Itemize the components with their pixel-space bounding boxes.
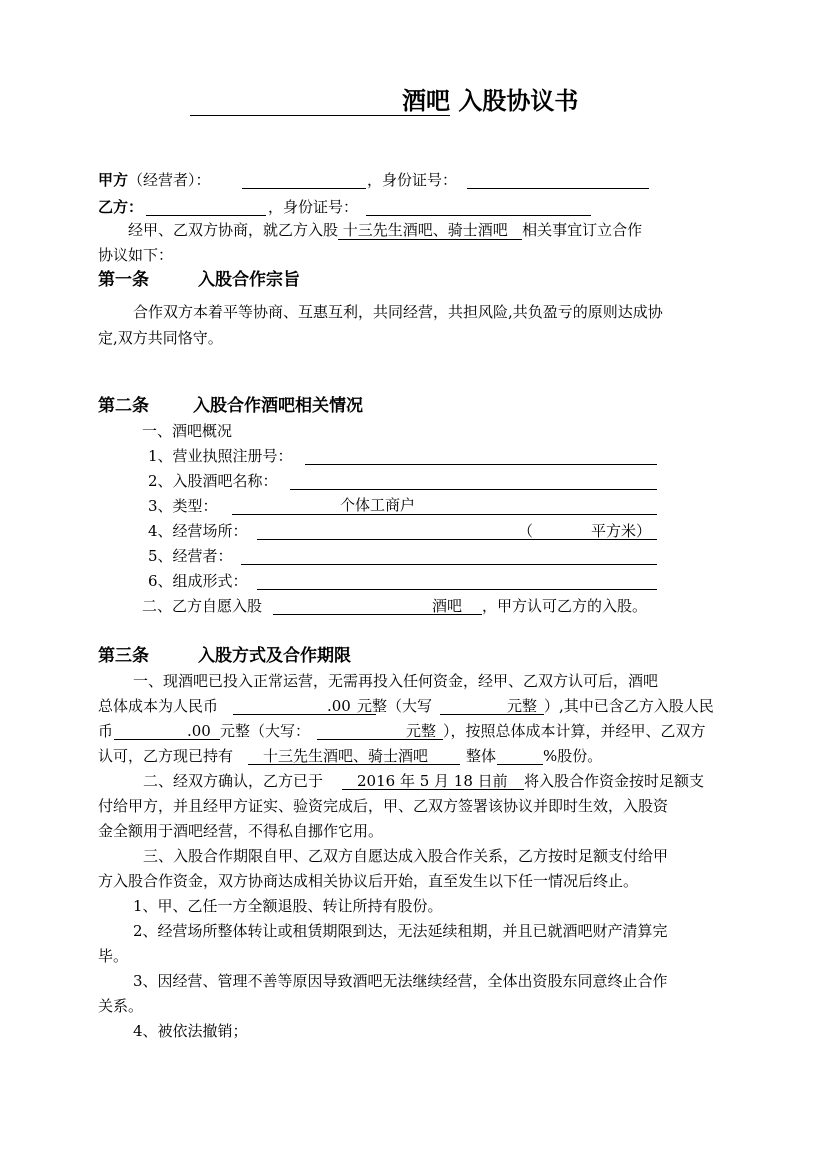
intro-bar-names-text: 十三先生酒吧、骑士酒吧 — [342, 221, 508, 239]
total-cost-field[interactable] — [233, 714, 376, 715]
art3-p2-line-3: 金全额用于酒吧经营，不得私自挪作它用。 — [98, 822, 384, 840]
article-2-sub-1: 一、酒吧概况 — [142, 422, 233, 440]
title-blank — [190, 88, 402, 116]
condition-3-line-1: 3、因经营、管理不善等原因导致酒吧无法继续经营，全体出资股东同意终止合作 — [133, 972, 668, 990]
share-cost-amount: .00 — [187, 722, 211, 740]
article-2-sub-2-post: ，甲方认可乙方的入股。 — [482, 597, 648, 615]
article-1-line-1: 合作双方本着平等协商、互惠互利，共同经营，共担风险,共负盈亏的原则达成协 — [133, 303, 663, 321]
party-a-name-field[interactable] — [242, 188, 366, 189]
article-1-title: 入股合作宗旨 — [198, 270, 300, 290]
art3-p2-line-1-post: 将入股合作资金按时足额支 — [524, 772, 705, 790]
article-3-title: 入股方式及合作期限 — [198, 646, 351, 666]
title-bar-name: 酒吧 — [402, 86, 450, 115]
condition-4: 4、被依法撤销； — [133, 1022, 248, 1040]
condition-2-line-2: 毕。 — [98, 947, 129, 965]
item-bar-name-label: 2、入股酒吧名称： — [148, 472, 278, 490]
share-cost-words-unit: 元整 — [406, 722, 437, 740]
intro-bar-names — [338, 221, 522, 240]
party-b-name-field[interactable] — [146, 215, 266, 216]
item-registration-number-field[interactable] — [305, 464, 657, 465]
art3-p1-line-3-pre: 币 — [98, 722, 114, 740]
art3-p1-line-3-post: ），按照总体成本计算，并经甲、乙双方 — [443, 722, 706, 740]
art3-p1-line-1: 一、现酒吧已投入正常运营，无需再投入任何资金，经甲、乙双方认可后，酒吧 — [133, 672, 659, 690]
item-type-label: 3、类型： — [148, 497, 218, 515]
share-percent-field[interactable] — [497, 764, 543, 765]
party-b-label: 乙方： — [98, 198, 144, 216]
art3-p3-line-1: 三、入股合作期限自甲、乙双方自愿达成入股合作关系，乙方按时足额支付给甲 — [143, 847, 669, 865]
article-1-line-2: 定,双方共同恪守。 — [98, 329, 223, 347]
art3-p1-line-4-pre: 认可，乙方现已持有 — [98, 747, 234, 765]
total-cost-words-unit: 元整 — [507, 697, 538, 715]
art3-p1-line-2-post: ）,其中已含乙方入股人民 — [544, 697, 714, 715]
article-1-num: 第一条 — [98, 270, 149, 290]
article-3-num: 第三条 — [98, 646, 149, 666]
payment-date: 2016 年 5 月 18 日前 — [357, 772, 508, 790]
condition-1: 1、甲、乙任一方全额退股、转让所持有股份。 — [133, 897, 443, 915]
item-premises-unit: 平方米） — [591, 522, 652, 540]
art3-p1-line-4-post: %股份。 — [543, 747, 603, 765]
held-bars-names: 十三先生酒吧、骑士酒吧 — [263, 747, 429, 765]
art3-p1-line-2-mid: 元整（大写 — [357, 697, 433, 715]
document-title — [190, 86, 578, 116]
art3-p3-line-2: 方入股合作资金，双方协商达成相关协议后开始，直至发生以下任一情况后终止。 — [98, 872, 639, 890]
item-composition-field[interactable] — [257, 589, 657, 590]
party-a-line — [98, 172, 211, 188]
item-type-value: 个体工商户 — [340, 496, 416, 514]
condition-3-line-2: 关系。 — [98, 997, 144, 1015]
party-a-note: （经营者）： — [128, 171, 211, 189]
title-text: 入股协议书 — [458, 86, 579, 115]
item-premises-paren: （ — [518, 522, 534, 540]
art3-p2-line-1-pre: 二、经双方确认，乙方已于 — [143, 772, 324, 790]
item-operator-label: 5、经营者： — [148, 547, 233, 565]
condition-2-line-1: 2、经营场所整体转让或租赁期限到达，无法延续租期，并且已就酒吧财产清算完 — [133, 922, 668, 940]
item-premises-label: 4、经营场所： — [148, 522, 248, 540]
article-2-sub-2-pre: 二、乙方自愿入股 — [142, 597, 263, 615]
art3-p2-line-2: 付给甲方，并且经甲方证实、验资完成后，甲、乙双方签署该协议并即时生效，入股资 — [98, 797, 669, 815]
art3-p1-line-2-pre: 总体成本为人民币 — [98, 697, 219, 715]
party-a-id-label: ，身份证号： — [367, 171, 458, 189]
art3-p1-line-3-mid: 元整（大写： — [220, 722, 311, 740]
intro-line-2: 协议如下： — [98, 246, 174, 264]
article-2-num: 第二条 — [98, 396, 149, 416]
item-type-field[interactable] — [232, 514, 657, 515]
party-b-id-field[interactable] — [366, 215, 591, 216]
party-a-label: 甲方 — [98, 171, 129, 189]
article-2-title: 入股合作酒吧相关情况 — [193, 396, 363, 416]
intro-pre: 经甲、乙双方协商，就乙方入股 — [128, 221, 339, 239]
item-registration-number-label: 1、营业执照注册号： — [148, 447, 293, 465]
party-b-id-label: ，身份证号： — [268, 198, 359, 216]
art3-p1-line-4-mid: 整体 — [466, 747, 497, 765]
item-operator-field[interactable] — [241, 564, 657, 565]
total-cost-amount: .00 — [327, 697, 351, 715]
intro-post: 相关事宜订立合作 — [522, 221, 643, 239]
item-premises-field[interactable] — [257, 539, 657, 540]
article-2-sub-2-bar: 酒吧 — [432, 597, 463, 615]
party-a-id-field[interactable] — [467, 188, 649, 189]
item-composition-label: 6、组成形式： — [148, 572, 248, 590]
intro-line-1 — [128, 222, 642, 238]
item-bar-name-field[interactable] — [290, 489, 657, 490]
